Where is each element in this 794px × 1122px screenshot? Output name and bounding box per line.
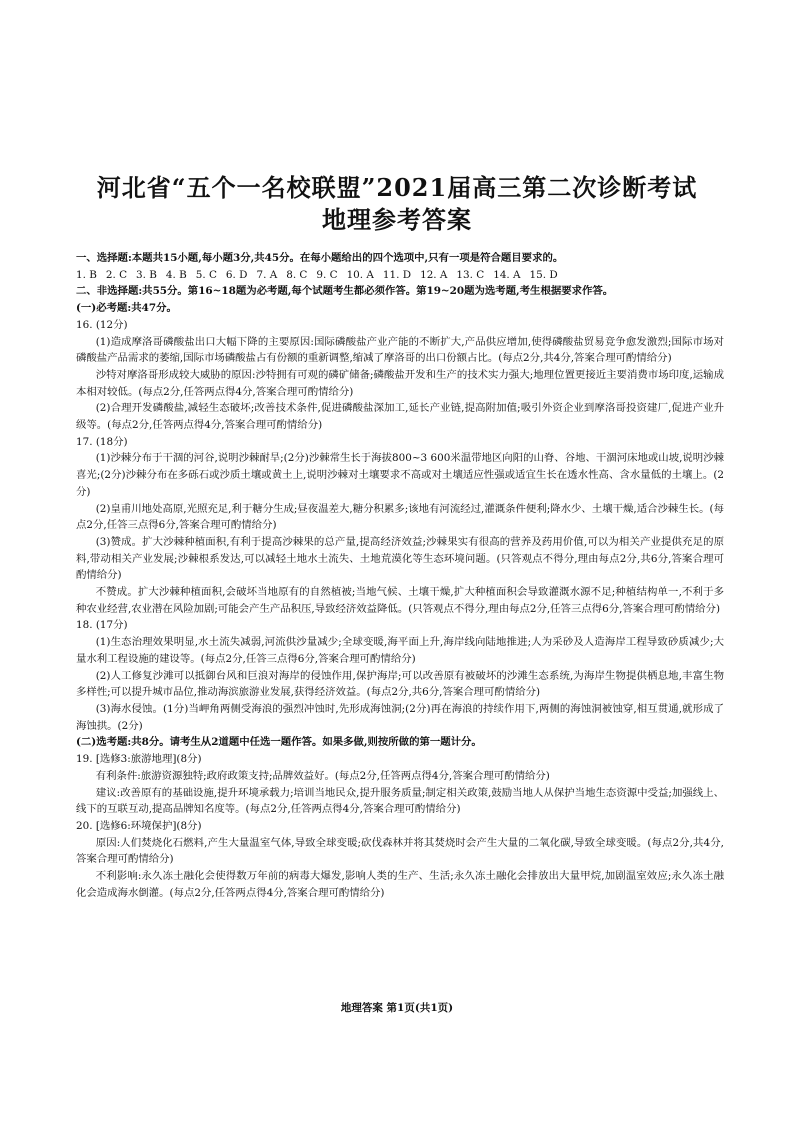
question-number: 20. [选修6:环境保护](8分) (76, 819, 202, 832)
mc-answer: 3. B (136, 268, 157, 281)
mc-answer: 1. B (76, 268, 97, 281)
page-footer: 地理答案 第1页(共1页) (340, 1002, 454, 1014)
answer-paragraph: 原因:人们焚烧化石燃料,产生大量温室气体,导致全球变暖;砍伐森林并将其焚烧时会产生大量的二氧化碳,导致全球变暖。(每点2分,共4分,答案合理可酌情给分) (76, 836, 724, 866)
question-number: 16. (12分) (76, 318, 128, 331)
mc-answer: 11. D (382, 268, 412, 281)
mc-answer: 7. A (256, 268, 278, 281)
mc-answer: 6. D (225, 268, 248, 281)
answer-paragraph: (2)人工修复沙滩可以抵御台风和巨浪对海岸的侵蚀作用,保护海岸;可以改善原有被破坏的沙滩生态系统,为海岸生物提供栖息地,丰富生物多样性;可以提升城市品位,推动海滨旅游业发展,获得经济效益。(每点2分,共6分,答案合理可酌情给分) (76, 669, 724, 699)
mc-answer: 8. C (286, 268, 308, 281)
question-number: 19. [选修3:旅游地理](8分) (76, 753, 202, 766)
answer-paragraph: 不赞成。扩大沙棘种植面积,会破坏当地原有的自然植被;当地气候、土壤干燥,扩大种植面积会导致灌溉水源不足;种植结构单一,不利于多种农业经营,农业潜在风险加剧;可能会产生产品积压,导致经济效益降低。(只答观点不得分,理由每点2分,任答三点得6分,答案合理可酌情给分) (76, 586, 724, 615)
mc-answer-row (76, 267, 724, 284)
mc-answer: 4. B (165, 268, 187, 281)
section2a-header: (一)必考题:共47分。 (76, 302, 177, 315)
answer-paragraph: 沙特对摩洛哥形成较大威胁的原因:沙特拥有可观的磷矿储备;磷酸盐开发和生产的技术实力强大;地理位置更接近主要消费市场印度,运输成本相对较低。(每点2分,任答两点得4分,答案合理可酌情给分) (76, 368, 724, 398)
answer-paragraph: (1)造成摩洛哥磷酸盐出口大幅下降的主要原因:国际磷酸盐产业产能的不断扩大,产品供应增加,使得磷酸盐贸易竞争愈发激烈;国际市场对磷酸盐产品需求的萎缩,国际市场磷酸盐占有份额的重新调整,缩减了摩洛哥的出口份额占比。(每点2分,共4分,答案合理可酌情给分) (76, 335, 724, 365)
answer-paragraph: (3)赞成。扩大沙棘种植面积,有利于提高沙棘果的总产量,提高经济效益;沙棘果实有很高的营养及药用价值,可以为相关产业提供充足的原料,带动相关产业发展;沙棘根系发达,可以减轻土地水土流失、土地荒漠化等生态环境问题。(只答观点不得分,理由每点2分,共6分,答案合理可酌情给分) (76, 535, 724, 582)
mc-answer: 13. C (456, 268, 485, 281)
page-title: 河北省“五个一名校联盟”2021届高三第二次诊断考试 (96, 173, 698, 202)
answer-paragraph: (2)皇甫川地处高原,光照充足,利于糖分生成;昼夜温差大,糖分积累多;该地有河流经过,灌溉条件便利;降水少、土壤干燥,适合沙棘生长。(每点2分,任答三点得6分,答案合理可酌情给分) (76, 502, 724, 532)
mc-answer: 5. C (195, 268, 217, 281)
page-subtitle: 地理参考答案 (322, 205, 472, 234)
mc-answer: 9. C (316, 268, 338, 281)
answer-paragraph: 建议:改善原有的基础设施,提升环境承载力;培训当地民众,提升服务质量;制定相关政策,鼓励当地人从保护当地生态资源中受益;加强线上、线下的互联互动,提高品牌知名度等。(每点2分,任答两点得4分,答案合理可酌情给分) (76, 786, 724, 816)
answer-paragraph: 不利影响:永久冻土融化会使得数万年前的病毒大爆发,影响人类的生产、生活;永久冻土融化会排放出大量甲烷,加剧温室效应;永久冻土融化会造成海水倒灌。(每点2分,任答两点得4分,答案合理可酌情给分) (76, 870, 724, 899)
answer-paragraph: (1)沙棘分布于干涸的河谷,说明沙棘耐旱;(2分)沙棘常生长于海拔800~3 600米温带地区向阳的山脊、谷地、干涸河床地或山坡,说明沙棘喜光;(2分)沙棘分布在多砾石或沙质土壤或黄土上,说明沙棘对土壤要求不高或对土壤适应性强或适宜生长在透水性高、含水量低的土壤上。(2分) (76, 452, 724, 498)
mc-answer: 14. A (493, 268, 521, 281)
mc-answer: 15. D (529, 268, 558, 281)
answer-paragraph: 有利条件:旅游资源独特;政府政策支持;品牌效益好。(每点2分,任答两点得4分,答案合理可酌情给分) (95, 769, 550, 782)
answer-body (76, 250, 724, 901)
mc-answer: 10. A (346, 268, 374, 281)
answer-paragraph: (2)合理开发磷酸盐,减轻生态破坏;改善技术条件,促进磷酸盐深加工,延长产业链,提高附加值;吸引外资企业到摩洛哥投资建厂,促进产业升级等。(每点2分,任答两点得4分,答案合理可酌情给分) (76, 402, 724, 432)
answer-paragraph: (1)生态治理效果明显,水土流失减弱,河流供沙量减少;全球变暖,海平面上升,海岸线向陆地推进;人为采砂及人造海岸工程导致砂质减少;大量水利工程设施的建设等。(每点2分,任答三点得6分,答案合理可酌情给分) (76, 636, 724, 665)
answer-paragraph: (3)海水侵蚀。(1分)当岬角两侧受海浪的强烈冲蚀时,先形成海蚀洞;(2分)再在海浪的持续作用下,两侧的海蚀洞被蚀穿,相互贯通,就形成了海蚀拱。(2分) (76, 702, 724, 732)
question-number: 17. (18分) (76, 435, 128, 448)
section2-header: 二、非选择题:共55分。第16~18题为必考题,每个试题考生都必须作答。第19~20题为选考题,考生根据要求作答。 (76, 285, 614, 298)
mc-answer: 12. A (420, 268, 448, 281)
mc-answer: 2. C (105, 268, 128, 281)
section2b-header: (二)选考题:共8分。请考生从2道题中任选一题作答。如果多做,则按所做的第一题计分。 (76, 736, 482, 749)
section1-header: 一、选择题:本题共15小题,每小题3分,共45分。在每小题给出的四个选项中,只有一项是符合题目要求的。 (76, 252, 564, 264)
question-number: 18. (17分) (76, 619, 128, 632)
